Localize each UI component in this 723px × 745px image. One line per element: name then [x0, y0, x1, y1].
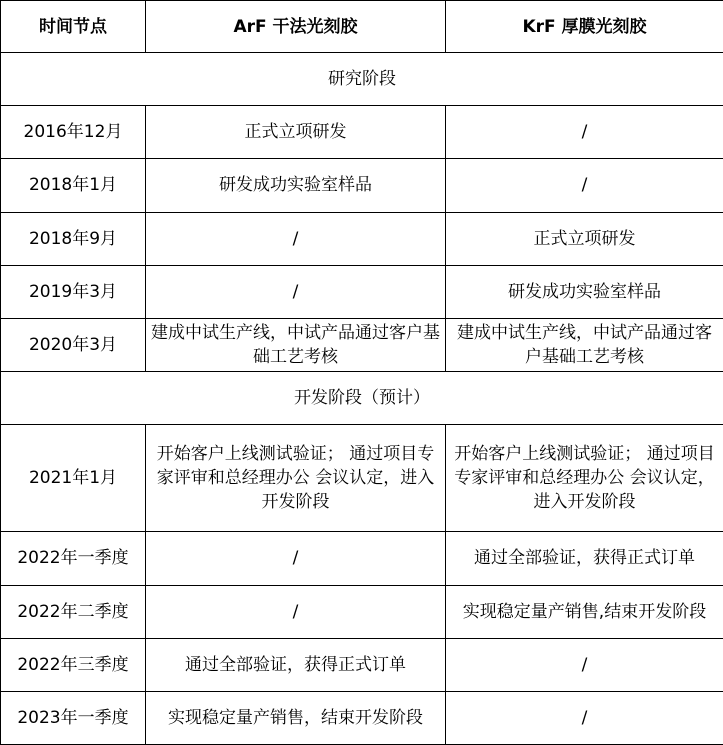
cell-krf: /	[446, 638, 723, 691]
table-row	[1, 585, 723, 638]
header-arf: ArF 干法光刻胶	[146, 1, 446, 53]
cell-arf: /	[146, 585, 446, 638]
cell-arf: /	[146, 532, 446, 585]
cell-krf: /	[446, 159, 723, 212]
table-row	[1, 638, 723, 691]
cell-time: 2021年1月	[1, 425, 146, 532]
cell-time: 2022年一季度	[1, 532, 146, 585]
cell-krf: /	[446, 691, 723, 744]
cell-time: 2020年3月	[1, 318, 146, 371]
header-time: 时间节点	[1, 1, 146, 53]
cell-time: 2018年9月	[1, 212, 146, 265]
cell-arf: 通过全部验证，获得正式订单	[146, 638, 446, 691]
header-row	[1, 1, 723, 53]
cell-arf: 开始客户上线测试验证； 通过项目专家评审和总经理办公 会议认定，进入开发阶段	[146, 425, 446, 532]
cell-time: 2022年三季度	[1, 638, 146, 691]
cell-time: 2023年一季度	[1, 691, 146, 744]
cell-arf: /	[146, 265, 446, 318]
table-row	[1, 425, 723, 532]
cell-krf: 建成中试生产线，中试产品通过客 户基础工艺考核	[446, 318, 723, 371]
cell-time: 2016年12月	[1, 106, 146, 159]
table-row	[1, 159, 723, 212]
cell-time: 2022年二季度	[1, 585, 146, 638]
cell-krf: 研发成功实验室样品	[446, 265, 723, 318]
cell-krf: 实现稳定量产销售,结束开发阶段	[446, 585, 723, 638]
table-row	[1, 691, 723, 744]
cell-krf: /	[446, 106, 723, 159]
section-row-research	[1, 53, 723, 106]
section-row-development	[1, 371, 723, 424]
cell-krf: 通过全部验证，获得正式订单	[446, 532, 723, 585]
cell-arf: 建成中试生产线，中试产品通过客户基础工艺考核	[146, 318, 446, 371]
cell-krf: 开始客户上线测试验证； 通过项目专家评审和总经理办公 会议认定，进入开发阶段	[446, 425, 723, 532]
table-row	[1, 532, 723, 585]
table-row	[1, 106, 723, 159]
table-row	[1, 265, 723, 318]
cell-krf: 正式立项研发	[446, 212, 723, 265]
cell-time: 2019年3月	[1, 265, 146, 318]
cell-arf: /	[146, 212, 446, 265]
header-krf: KrF 厚膜光刻胶	[446, 1, 723, 53]
cell-arf: 正式立项研发	[146, 106, 446, 159]
cell-arf: 实现稳定量产销售，结束开发阶段	[146, 691, 446, 744]
table-row	[1, 318, 723, 371]
section-title-research: 研究阶段	[1, 53, 723, 106]
section-title-development: 开发阶段（预计）	[1, 371, 723, 424]
table-row	[1, 212, 723, 265]
cell-arf: 研发成功实验室样品	[146, 159, 446, 212]
cell-time: 2018年1月	[1, 159, 146, 212]
